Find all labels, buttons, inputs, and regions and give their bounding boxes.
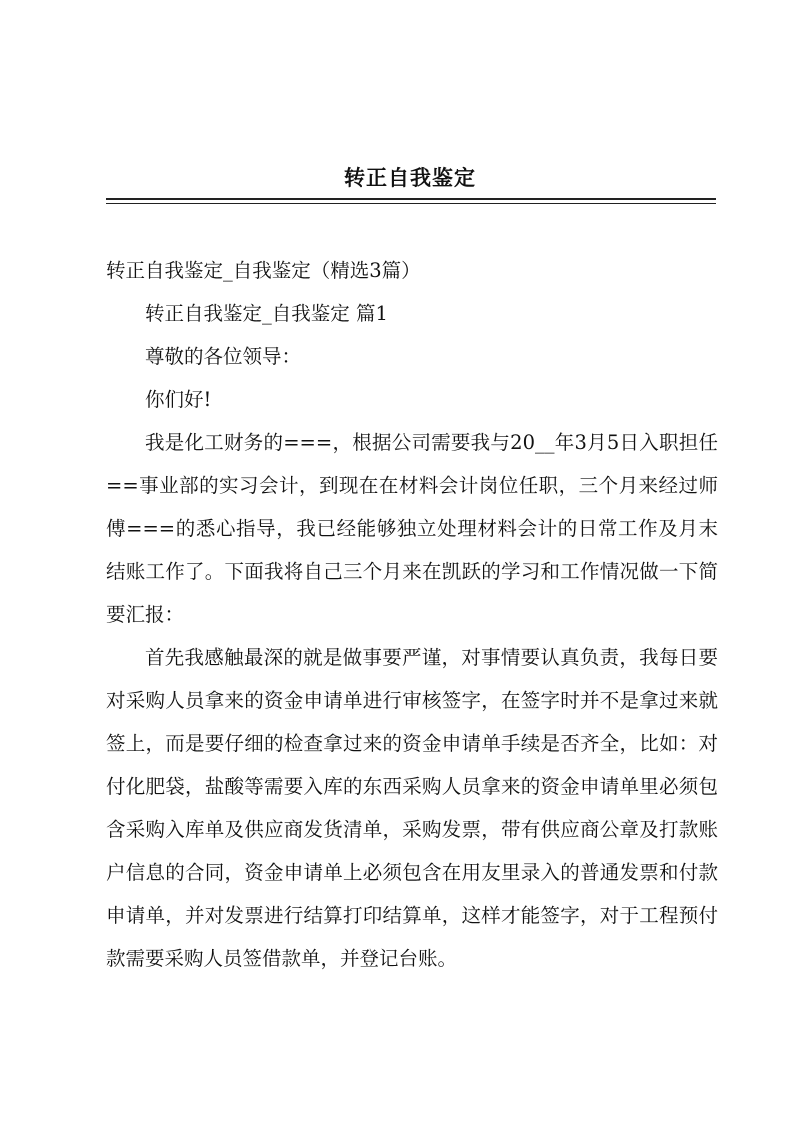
paragraph: 我是化工财务的===，根据公司需要我与20__年3月5日入职担任==事业部的实习会计，到现在在材料会计岗位任职，三个月来经过师傅===的悉心指导，我已经能够独立处理材料会计的日常工作及月末结账工作了。下面我将自己三个月来在凯跃的学习和工作情况做一下简要汇报： xyxy=(106,431,718,626)
title-rule-thick xyxy=(106,198,716,200)
document-title: 转正自我鉴定 xyxy=(344,165,476,190)
greeting: 你们好! xyxy=(145,388,212,411)
document-heading: 转正自我鉴定_自我鉴定（精选3篇） xyxy=(106,259,421,282)
salutation: 尊敬的各位领导： xyxy=(145,345,302,368)
paragraph: 首先我感触最深的就是做事要严谨，对事情要认真负责，我每日要对采购人员拿来的资金申请单进行审核签字，在签字时并不是拿过来就签上，而是要仔细的检查拿过来的资金申请单手续是否齐全，比如：对付化肥袋，盐酸等需要入库的东西采购人员拿来的资金申请单里必须包含采购入库单及供应商发货清单，采购发票，带有供应商公章及打款账户信息的合同，资金申请单上必须包含在用友里录入的普通发票和付款申请单，并对发票进行结算打印结算单，这样才能签字，对于工程预付款需要采购人员签借款单，并登记台账。 xyxy=(106,646,718,970)
document-body xyxy=(106,249,718,980)
title-rule-thin xyxy=(106,203,716,204)
section-heading: 转正自我鉴定_自我鉴定 篇1 xyxy=(145,302,388,325)
